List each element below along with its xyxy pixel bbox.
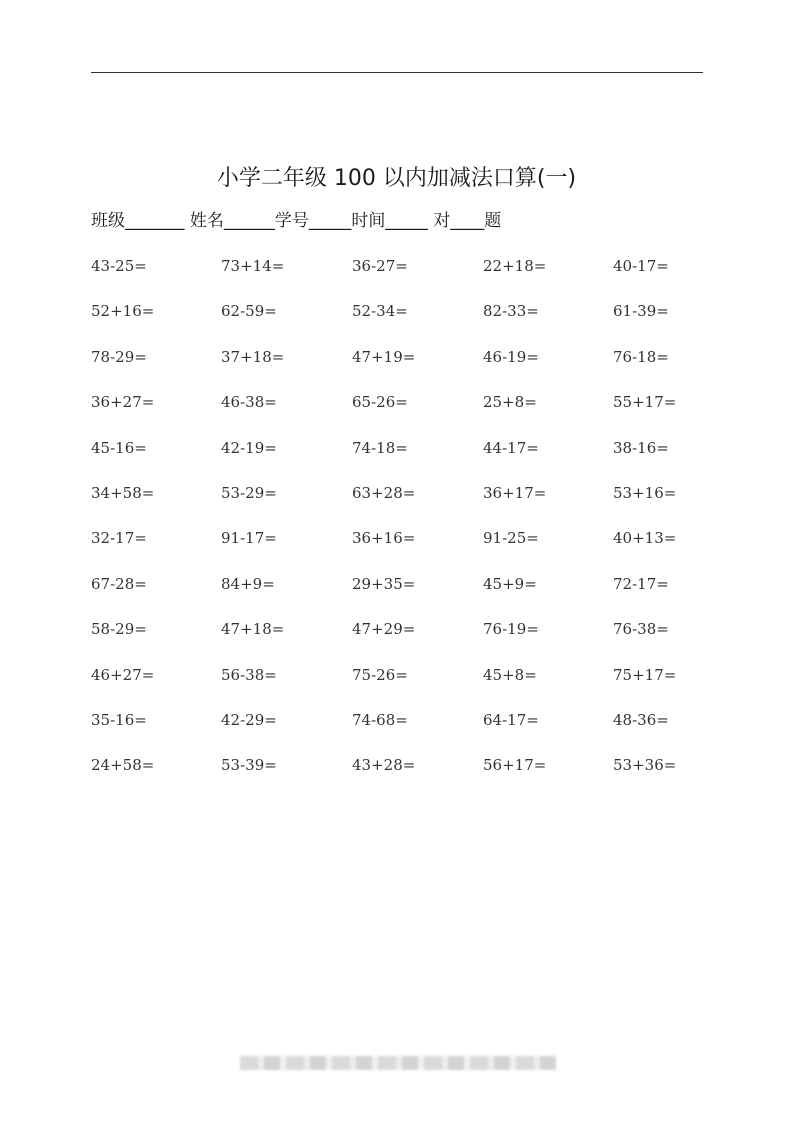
problem-item: 36-27=	[352, 257, 408, 275]
problem-item: 76-38=	[613, 620, 669, 639]
problem-item: 56+17=	[483, 756, 547, 775]
problem-item: 61-39=	[613, 302, 669, 321]
blurred-footer-watermark	[240, 1056, 556, 1070]
problem-item: 91-25=	[483, 529, 539, 548]
problem-item: 34+58=	[91, 483, 155, 502]
problem-item: 45-16=	[91, 438, 147, 457]
problem-item: 53-29=	[221, 483, 277, 502]
problem-item: 42-19=	[221, 438, 277, 457]
problem-item: 52-34=	[352, 302, 408, 321]
problem-item: 47+18=	[221, 620, 285, 639]
student-info-line: 班级_______ 姓名______学号_____时间_____ 对____题	[91, 211, 502, 231]
problem-row	[91, 659, 711, 704]
problem-row	[91, 522, 711, 567]
problem-item: 29+35=	[352, 574, 416, 593]
problem-item: 75-26=	[352, 665, 408, 684]
problem-item: 43-25=	[91, 257, 147, 275]
problem-item: 55+17=	[613, 393, 677, 412]
problem-row	[91, 386, 711, 431]
problem-row	[91, 250, 711, 295]
problem-item: 56-38=	[221, 665, 277, 684]
problem-item: 32-17=	[91, 529, 147, 548]
problem-item: 46-38=	[221, 393, 277, 412]
problem-item: 74-68=	[352, 710, 408, 729]
problem-item: 48-36=	[613, 710, 669, 729]
problem-item: 84+9=	[221, 574, 275, 593]
problem-item: 36+16=	[352, 529, 416, 548]
problem-item: 53+36=	[613, 756, 677, 775]
header-rule	[91, 72, 703, 73]
problem-item: 76-19=	[483, 620, 539, 639]
problem-item: 46+27=	[91, 665, 155, 684]
problem-item: 82-33=	[483, 302, 539, 321]
problem-item: 47+19=	[352, 347, 416, 366]
problem-item: 22+18=	[483, 257, 547, 275]
problem-item: 43+28=	[352, 756, 416, 775]
problem-item: 25+8=	[483, 393, 537, 412]
worksheet-title: 小学二年级 100 以内加减法口算(一)	[216, 166, 577, 191]
problem-item: 36+17=	[483, 483, 547, 502]
problem-item: 37+18=	[221, 347, 285, 366]
problem-item: 45+8=	[483, 665, 537, 684]
problem-row	[91, 704, 711, 749]
problem-grid	[91, 250, 711, 795]
problem-item: 53+16=	[613, 483, 677, 502]
problem-item: 63+28=	[352, 483, 416, 502]
problem-row	[91, 477, 711, 522]
problem-item: 36+27=	[91, 393, 155, 412]
problem-item: 58-29=	[91, 620, 147, 639]
problem-item: 65-26=	[352, 393, 408, 412]
problem-item: 75+17=	[613, 665, 677, 684]
problem-item: 78-29=	[91, 347, 147, 366]
problem-item: 40-17=	[613, 257, 669, 275]
problem-item: 76-18=	[613, 347, 669, 366]
problem-item: 45+9=	[483, 574, 537, 593]
problem-item: 62-59=	[221, 302, 277, 321]
problem-item: 64-17=	[483, 710, 539, 729]
problem-item: 35-16=	[91, 710, 147, 729]
problem-item: 67-28=	[91, 574, 147, 593]
problem-item: 44-17=	[483, 438, 539, 457]
problem-item: 47+29=	[352, 620, 416, 639]
problem-row	[91, 749, 711, 794]
problem-item: 40+13=	[613, 529, 677, 548]
problem-item: 46-19=	[483, 347, 539, 366]
problem-item: 53-39=	[221, 756, 277, 775]
problem-row	[91, 432, 711, 477]
problem-item: 38-16=	[613, 438, 669, 457]
problem-row	[91, 568, 711, 613]
problem-item: 52+16=	[91, 302, 155, 321]
problem-row	[91, 341, 711, 386]
problem-item: 42-29=	[221, 710, 277, 729]
problem-row	[91, 295, 711, 340]
problem-item: 72-17=	[613, 574, 669, 593]
problem-item: 74-18=	[352, 438, 408, 457]
problem-item: 24+58=	[91, 756, 155, 775]
problem-item: 91-17=	[221, 529, 277, 548]
problem-item: 73+14=	[221, 257, 285, 275]
problem-row	[91, 613, 711, 658]
